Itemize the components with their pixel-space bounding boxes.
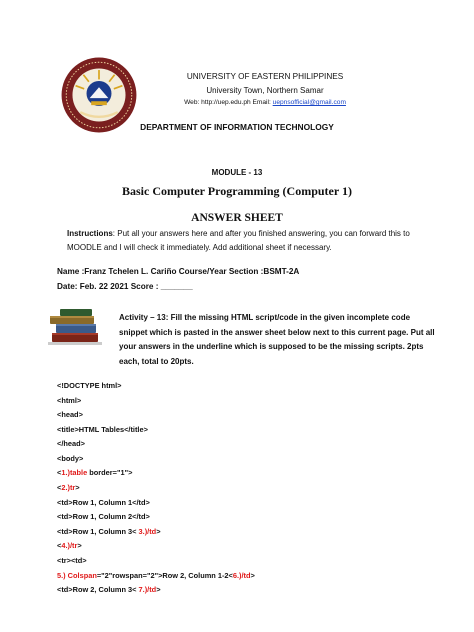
code-line: <td>Row 1, Column 3< 3.)/td> — [57, 526, 161, 536]
code-line: </head> — [57, 439, 85, 449]
code-line: <4.)/tr> — [57, 541, 82, 551]
instructions-label: Instructions — [67, 229, 113, 238]
code-line: <2.)tr> — [57, 483, 80, 493]
code-line: <head> — [57, 410, 83, 420]
module-number: MODULE - 13 — [211, 168, 263, 177]
code-line: <tr><td> — [57, 555, 87, 565]
code-line: <html> — [57, 395, 82, 405]
code-line: <title>HTML Tables</title> — [57, 424, 148, 434]
answer-1: 1.)table — [61, 468, 88, 478]
instructions-text: : Put all your answers here and after you finished answering, you can forward this to MOODLE and I will check it immediately. Add additional sheet if necessary. — [67, 229, 410, 252]
web-email-line — [140, 99, 390, 106]
answer-2: 2.)tr — [61, 483, 76, 493]
instructions — [67, 227, 412, 255]
code-line: <body> — [57, 453, 84, 463]
code-line: 5.) Colspan="2"rowspan="2">Row 2, Column 1-2<6.)/td> — [57, 570, 255, 580]
code-line: <td>Row 1, Column 2</td> — [57, 512, 150, 522]
answer-3: 3.)/td — [138, 526, 157, 536]
email-link[interactable]: uepnsofficial@gmail.com — [272, 99, 346, 106]
course-title: Basic Computer Programming (Computer 1) — [122, 184, 352, 198]
code-line: <1.)table border="1"> — [57, 468, 133, 478]
answer-4: 4.)/tr — [61, 541, 78, 551]
code-line: <!DOCTYPE html> — [57, 381, 122, 390]
date-score-line: Date: Feb. 22 2021 Score : _______ — [57, 282, 193, 291]
web-address: Web: http://uep.edu.ph Email: — [184, 99, 273, 106]
books-stack-icon — [46, 303, 106, 349]
university-name: UNIVERSITY OF EASTERN PHILIPPINES — [186, 72, 344, 81]
code-snippet — [57, 379, 255, 598]
student-name-line: Name :Franz Tchelen L. Cariño Course/Year Section :BSMT-2A — [57, 267, 300, 276]
code-line: <td>Row 1, Column 1</td> — [57, 497, 150, 507]
activity-description: Activity – 13: Fill the missing HTML script/code in the given incomplete code snippet which is pasted in the answer sheet below next to this current page. Put all your answers in the underline which is supposed to be the missing scripts. 2pts each, total to 20pts. — [119, 313, 435, 366]
answer-6: 6.)/td — [232, 570, 251, 580]
answer-5: 5.) Colspan — [57, 570, 97, 580]
code-line: <td>Row 2, Column 3< 7.)/td> — [57, 585, 161, 595]
answer-7: 7.)/td — [138, 585, 157, 595]
answer-sheet-title: ANSWER SHEET — [191, 212, 283, 224]
department-name: DEPARTMENT OF INFORMATION TECHNOLOGY — [140, 122, 334, 132]
university-town: University Town, Northern Samar — [206, 86, 324, 95]
